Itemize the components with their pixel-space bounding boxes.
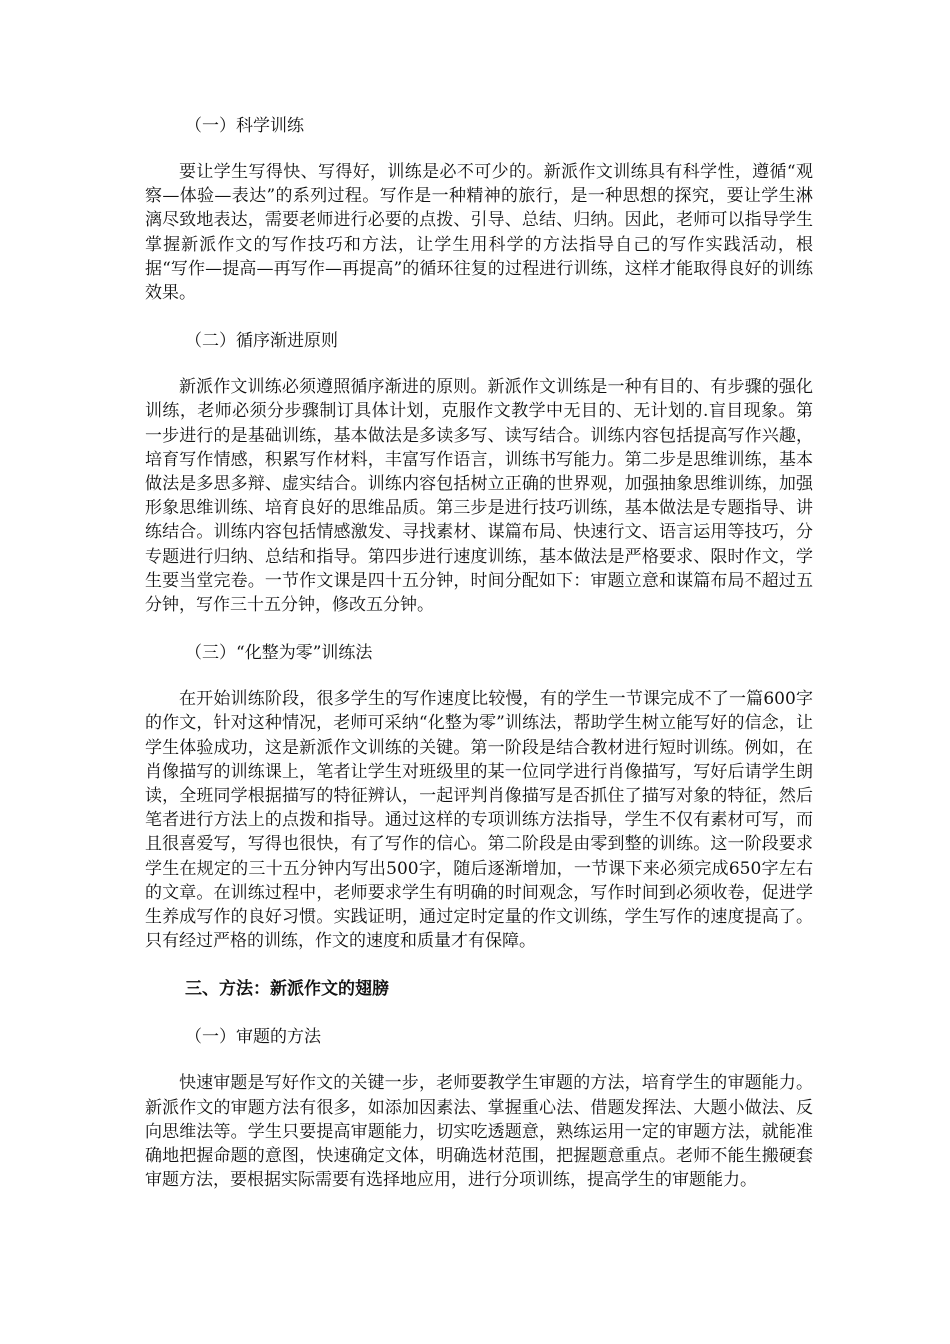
subheading-topic-analysis: （一）审题的方法	[185, 1027, 321, 1048]
paragraph-scientific-training: 要让学生写得快、写得好，训练是必不可少的。新派作文训练具有科学性，遵循“观察—体验—表达”的系列过程。写作是一种精神的旅行，是一种思想的探究，要让学生淋漓尽致地表达，需要老师进行必要的点拨、引导、总结、归纳。因此，老师可以指导学生掌握新派作文的写作技巧和方法，让学生用科学的方法指导自己的写作实践活动，根据“写作—提高—再写作—再提高”的循环往复的过程进行训练，这样才能取得良好的训练效果。	[145, 162, 813, 304]
subheading-scientific-training: （一）科学训练	[185, 116, 304, 136]
paragraph-break-into-parts: 在开始训练阶段，很多学生的写作速度比较慢，有的学生一节课完成不了一篇600字的作文，针对这种情况，老师可采纳“化整为零”训练法，帮助学生树立能写好的信念，让学生体验成功，这是新派作文训练的关键。第一阶段是结合教材进行短时训练。例如，在肖像描写的训练课上，笔者让学生对班级里的某一位同学进行肖像描写，写好后请学生朗读，全班同学根据描写的特征辨认，一起评判肖像描写是否抓住了描写对象的特征，然后笔者进行方法上的点拨和指导。通过这样的专项训练方法指导，学生不仅有素材可写，而且很喜爱写，写得也很快，有了写作的信心。第二阶段是由零到整的训练。这一阶段要求学生在规定的三十五分钟内写出500字，随后逐渐增加，一节课下来必须完成650字左右的文章。在训练过程中，老师要求学生有明确的时间观念，写作时间到必须收卷，促进学生养成写作的良好习惯。实践证明，通过定时定量的作文训练，学生写作的速度提高了。只有经过严格的训练，作文的速度和质量才有保障。	[145, 689, 813, 952]
section-title-methods: 三、方法：新派作文的翅膀	[185, 979, 389, 1000]
document-page	[145, 112, 813, 1215]
subheading-break-into-parts: （三）“化整为零”训练法	[185, 643, 373, 664]
paragraph-topic-analysis: 快速审题是写好作文的关键一步，老师要教学生审题的方法，培育学生的审题能力。新派作文的审题方法有很多，如添加因素法、掌握重心法、借题发挥法、大题小做法、反向思维法等。学生只要提高审题能力，切实吃透题意，熟练运用一定的审题方法，就能准确地把握命题的意图，快速确定文体，明确选材范围，把握题意重点。老师不能生搬硬套审题方法，要根据实际需要有选择地应用，进行分项训练，提高学生的审题能力。	[145, 1073, 813, 1191]
paragraph-gradual-principle: 新派作文训练必须遵照循序渐进的原则。新派作文训练是一种有目的、有步骤的强化训练，老师必须分步骤制订具体计划，克服作文教学中无目的、无计划的.盲目现象。第一步进行的是基础训练，基本做法是多读多写、读写结合。训练内容包括提高写作兴趣，培育写作情感，积累写作材料，丰富写作语言，训练书写能力。第二步是思维训练，基本做法是多思多辩、虚实结合。训练内容包括树立正确的世界观，加强抽象思维训练，加强形象思维训练、培育良好的思维品质。第三步是进行技巧训练，基本做法是专题指导、讲练结合。训练内容包括情感激发、寻找素材、谋篇布局、快速行文、语言运用等技巧，分专题进行归纳、总结和指导。第四步进行速度训练，基本做法是严格要求、限时作文，学生要当堂完卷。一节作文课是四十五分钟，时间分配如下：审题立意和谋篇布局不超过五分钟，写作三十五分钟，修改五分钟。	[145, 377, 813, 616]
subheading-gradual-principle: （二）循序渐进原则	[185, 331, 338, 352]
